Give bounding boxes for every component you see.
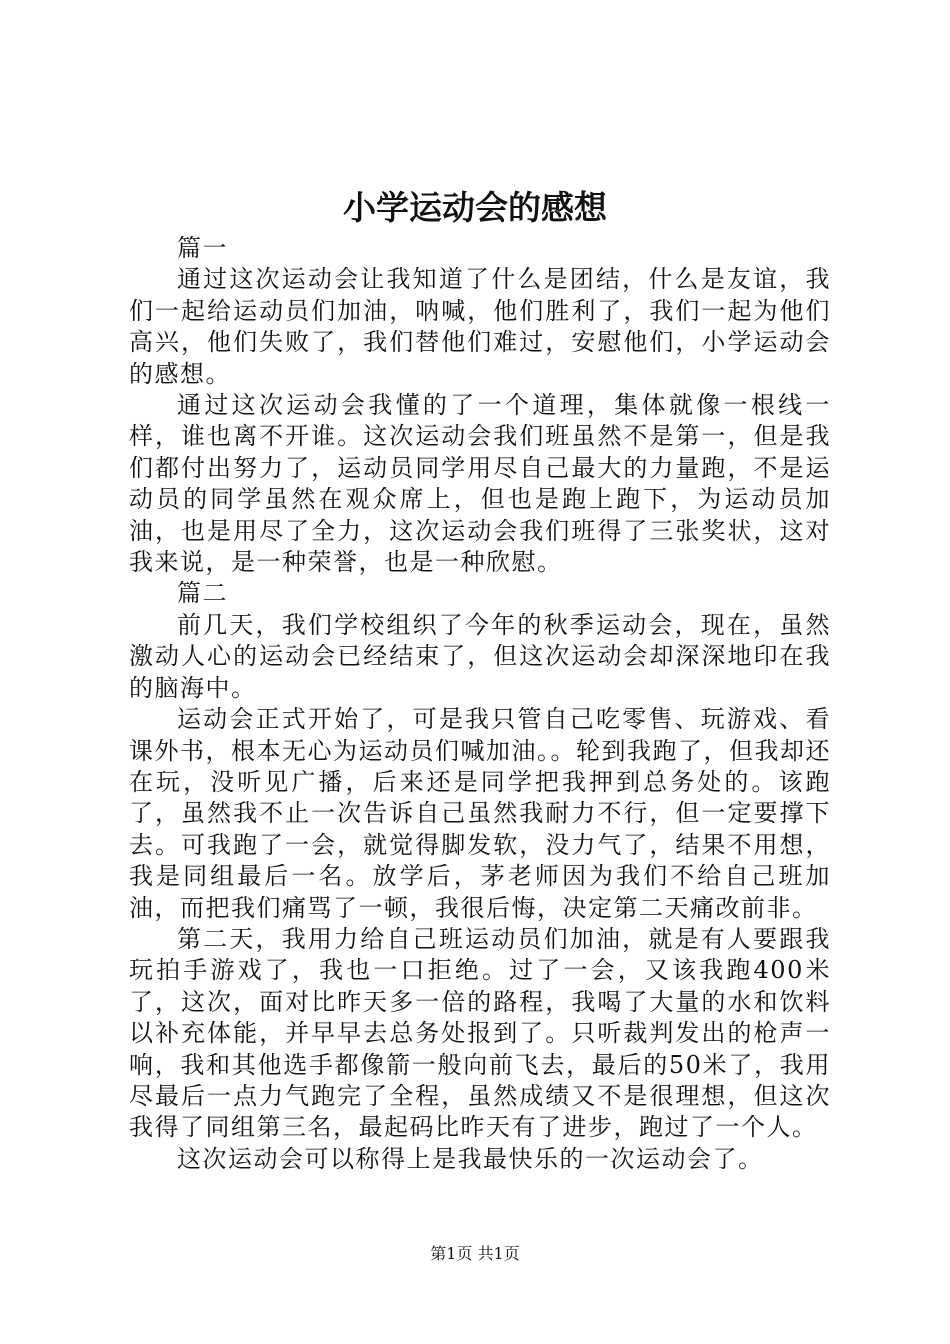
page-title: 小学运动会的感想 [343, 188, 607, 227]
page-footer: 第1页 共1页 [430, 1244, 520, 1263]
paragraph: 通过这次运动会我懂的了一个道理，集体就像一根线一样，谁也离不开谁。这次运动会我们班虽然不是第一，但是我们都付出努力了，运动员同学用尽自己最大的力量跑，不是运动员的同学虽然在观众席上，但也是跑上跑下，为运动员加油，也是用尽了全力，这次运动会我们班得了三张奖状，这对我来说，是一种荣誉，也是一种欣慰。 [129, 391, 831, 577]
document-body [129, 233, 831, 1175]
paragraph: 运动会正式开始了，可是我只管自己吃零售、玩游戏、看课外书，根本无心为运动员们喊加油。。轮到我跑了，但我却还在玩，没听见广播，后来还是同学把我押到总务处的。该跑了，虽然我不止一次告诉自己虽然我耐力不行，但一定要撑下去。可我跑了一会，就觉得脚发软，没力气了，结果不用想，我是同组最后一名。放学后，茅老师因为我们不给自己班加油，而把我们痛骂了一顿，我很后悔，决定第二天痛改前非。 [129, 705, 831, 922]
section-heading-1: 篇一 [177, 234, 228, 262]
paragraph: 前几天，我们学校组织了今年的秋季运动会，现在，虽然激动人心的运动会已经结束了，但这次运动会却深深地印在我的脑海中。 [129, 610, 831, 702]
section-heading-2: 篇二 [177, 579, 228, 608]
paragraph: 通过这次运动会让我知道了什么是团结，什么是友谊，我们一起给运动员们加油，呐喊，他们胜利了，我们一起为他们高兴，他们失败了，我们替他们难过，安慰他们，小学运动会的感想。 [129, 265, 831, 388]
paragraph: 这次运动会可以称得上是我最快乐的一次运动会了。 [177, 1144, 764, 1173]
paragraph: 第二天，我用力给自己班运动员们加油，就是有人要跟我玩拍手游戏了，我也一口拒绝。过了一会，又该我跑400米了，这次，面对比昨天多一倍的路程，我喝了大量的水和饮料以补充体能，并早早去总务处报到了。只听裁判发出的枪声一响，我和其他选手都像箭一般向前飞去，最后的50米了，我用尽最后一点力气跑完了全程，虽然成绩又不是很理想，但这次我得了同组第三名，最起码比昨天有了进步，跑过了一个人。 [129, 924, 831, 1142]
